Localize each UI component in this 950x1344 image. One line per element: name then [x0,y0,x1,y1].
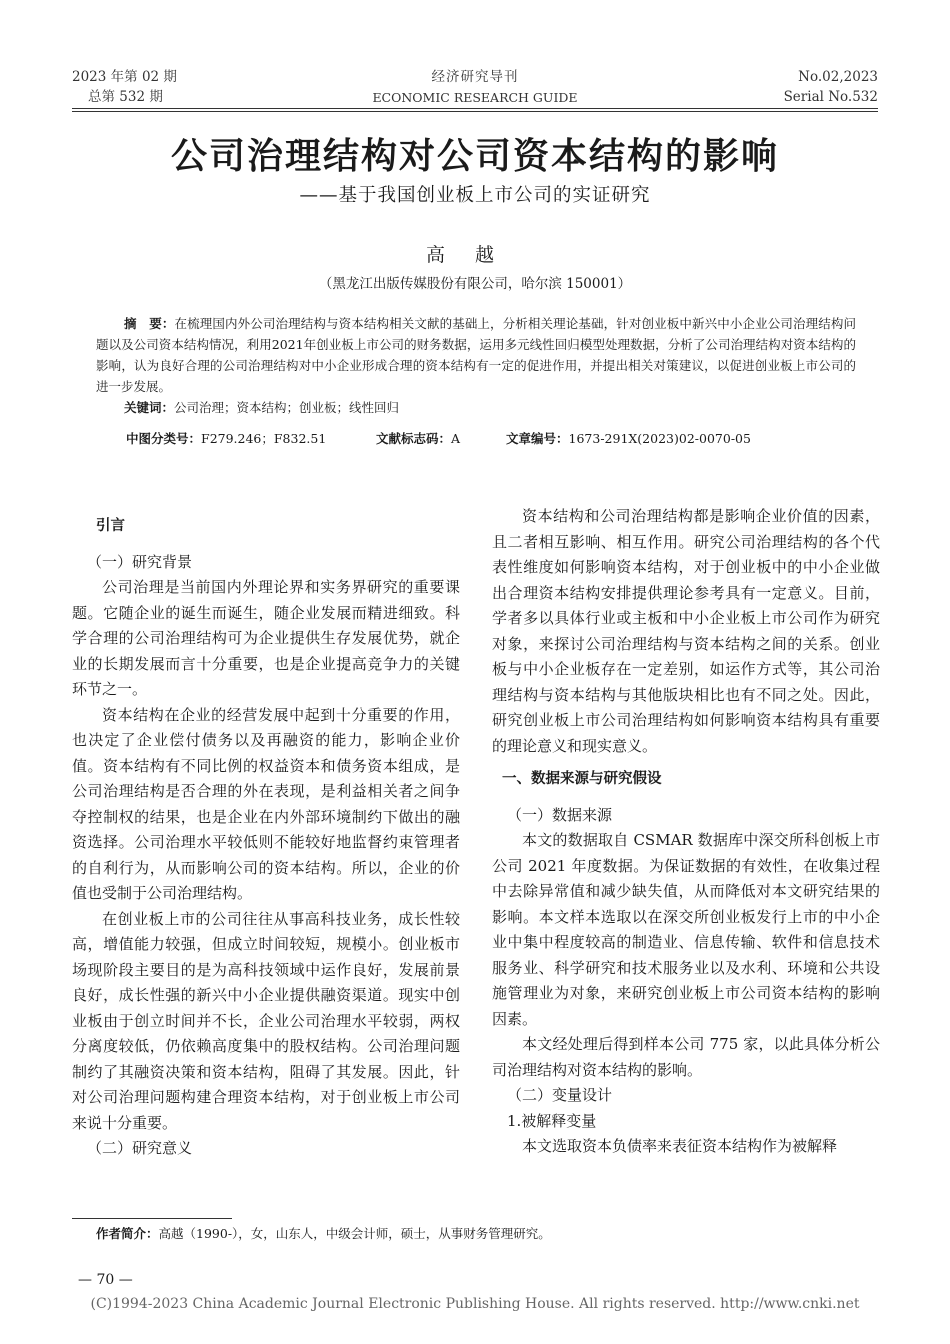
page-number: — 70 — [78,1272,133,1288]
author-affiliation: （黑龙江出版传媒股份有限公司，哈尔滨 150001） [318,276,632,292]
journal-name: 经济研究导刊 [431,69,519,85]
section-intro-heading: 引言 [96,518,125,534]
footnote-rule [72,1218,232,1219]
abstract-text: 在梳理国内外公司治理结构与资本结构相关文献的基础上，分析相关理论基础，针对创业板中新兴中小企业公司治理结构问题以及公司资本结构情况，利用2021年创业板上市公司的财务数据，运用多元线性回归模型处理数据，分析了公司治理结构对资本结构的影响，认为良好合理的公司治理结构对中小企业形成合理的资本结构有一定的促进作用，并提出相关对策建议，以促进创业板上市公司的进一步发展。 [96,316,856,394]
section-1-heading: 一、数据来源与研究假设 [502,771,662,787]
article-subtitle: ——基于我国创业板上市公司的实证研究 [299,185,651,206]
subsection-background: （一）研究背景 [87,552,193,571]
header-rule-2 [72,111,878,112]
author-bio-footnote [96,1224,551,1242]
cnki-watermark: (C)1994-2023 China Academic Journal Electronic Publishing House. All rights reserved. http://www.cnki.net [90,1296,860,1312]
paragraph: 公司治理是当前国内外理论界和实务界研究的重要课题。它随企业的诞生而诞生，随企业发展而精进细致。科学合理的公司治理结构可为企业提供生存发展优势，就企业的长期发展而言十分重要，也是企业提高竞争力的关键环节之一。 [72,578,460,698]
abstract [96,313,856,418]
article-no-value: 1673-291X(2023)02-0070-05 [568,431,751,446]
serial-issue: 总第 532 期 [88,89,163,105]
serial-number-en: Serial No.532 [783,89,878,105]
header-rule [72,108,878,109]
author-name: 高越 [425,244,524,266]
subsection-data-source: （一）数据来源 [507,805,613,824]
paragraph: 本文选取资本负债率来表征资本结构作为被解释 [522,1137,838,1155]
classification-value: F279.246；F832.51 [201,431,327,446]
footnote-label: 作者简介： [96,1226,159,1241]
paragraph: 本文的数据取自 CSMAR 数据库中深交所科创板上市公司 2021 年度数据。为保证数据的有效性，在收集过程中去除异常值和减少缺失值，从而降低对本文研究结果的影响。本文样本选取以在深交所创业板发行上市的中小企业中集中程度较高的制造业、信息传输、软件和信息技术服务业、科学研究和技术服务业以及水利、环境和公共设施管理业为对象，来研究创业板上市公司资本结构的影响因素。 [492,831,880,1028]
paragraph: 资本结构在企业的经营发展中起到十分重要的作用，也决定了企业偿付债务以及再融资的能力，影响企业价值。资本结构有不同比例的权益资本和债务资本组成，是公司治理结构是否合理的外在表现，是利益相关者之间争夺控制权的结果，也是企业在内外部环境制约下做出的融资选择。公司治理水平较低则不能较好地监督约束管理者的自利行为，从而影响公司的资本结构。所以，企业的价值也受制于公司治理结构。 [72,705,460,902]
doc-code-label: 文献标志码： [376,431,452,446]
article-no-label: 文章编号： [506,431,569,446]
paragraph: 在创业板上市的公司往往从事高科技业务，成长性较高，增值能力较强，但成立时间较短，规模小。创业板市场现阶段主要目的是为高科技领域中运作良好，发展前景良好，成长性强的新兴中小企业提供融资渠道。现实中创业板由于创立时间并不长，企业公司治理水平较弱，两权分离度较低，仍依赖高度集中的股权结构。公司治理问题制约了其融资决策和资本结构，阻碍了其发展。因此，针对公司治理问题构建合理资本结构，对于创业板上市公司来说十分重要。 [72,909,460,1132]
subsubsection-dependent-variable: 1.被解释变量 [507,1111,597,1130]
journal-name-en: ECONOMIC RESEARCH GUIDE [372,90,578,105]
subsection-significance: （二）研究意义 [87,1139,193,1157]
keywords-text: 公司治理；资本结构；创业板；线性回归 [174,400,400,415]
issue-number: 2023 年第 02 期 [72,69,177,85]
issue-number-en: No.02,2023 [798,69,878,85]
keywords [96,397,856,418]
classification-row [126,429,751,447]
footnote-text: 高越（1990-），女，山东人，中级会计师，硕士，从事财务管理研究。 [158,1226,551,1241]
right-column [492,504,880,1160]
classification-label: 中图分类号： [126,431,202,446]
paragraph: 本文经处理后得到样本公司 775 家，以此具体分析公司治理结构对资本结构的影响。 [492,1035,880,1079]
abstract-label: 摘 要： [124,316,175,331]
article-title: 公司治理结构对公司资本结构的影响 [170,135,779,177]
keywords-label: 关键词： [124,400,175,415]
paragraph: 资本结构和公司治理结构都是影响企业价值的因素，且二者相互影响、相互作用。研究公司治理结构的各个代表性维度如何影响资本结构，对于创业板中的中小企业做出合理资本结构安排提供理论参考具有一定意义。目前，学者多以具体行业或主板和中小企业板上市公司作为研究对象，来探讨公司治理结构与资本结构之间的关系。创业板与中小企业板存在一定差别，如运作方式等，其公司治理结构与资本结构与其他版块相比也有不同之处。因此，研究创业板上市公司治理结构如何影响资本结构具有重要的理论意义和现实意义。 [492,507,880,755]
left-column [72,514,460,1162]
subsection-variables: （二）变量设计 [507,1086,613,1104]
doc-code-value: A [451,431,461,446]
